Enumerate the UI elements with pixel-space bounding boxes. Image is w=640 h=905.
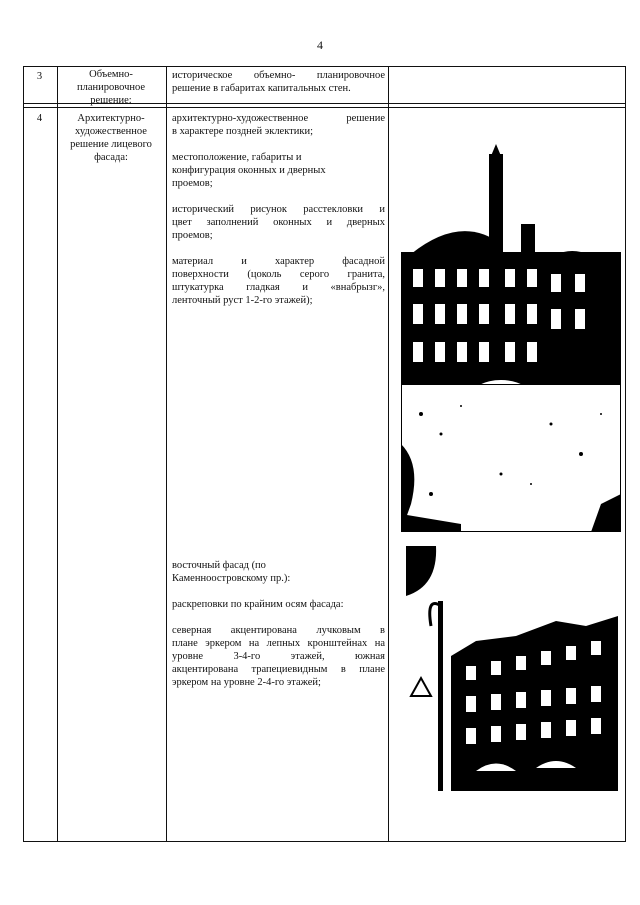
page-number: 4 xyxy=(317,38,323,52)
row-4-east-facade-items xyxy=(172,559,385,689)
facade-item: северная акцентирована лучковым в плане эркером на лепных кронштейнах на уровне 3-4-го этажей, южная акцентирована трапециевидным в плане эркером на уровне 2-4-го этажей; xyxy=(172,625,385,688)
facade-item: раскреповки по крайним осям фасада: xyxy=(172,599,344,610)
east-facade-photo xyxy=(406,546,618,791)
row-4-facade-items xyxy=(172,112,385,307)
row-4-number: 4 xyxy=(36,113,43,124)
row-3-name: Объемно- планировочное решение: xyxy=(76,69,146,106)
facade-item: исторический рисунок расстекловки и цвет заполнений оконных и дверных проемов; xyxy=(172,204,385,241)
attributes-table xyxy=(23,66,626,842)
facade-item: архитектурно-художественное решение в характере поздней эклектики; xyxy=(172,113,385,137)
row-3-number: 3 xyxy=(36,71,43,82)
facade-item: восточный фасад (по Каменноостровскому пр.): xyxy=(172,560,291,584)
facade-item: материал и характер фасадной поверхности (цоколь серого гранита, штукатурка гладкая и «внабрызг», ленточный руст 1-2-го этажей); xyxy=(172,256,385,306)
facade-detail-photo xyxy=(401,384,621,532)
row-3-description: историческое объемно- планировочное решение в габаритах капитальных стен. xyxy=(172,70,385,94)
facade-item: местоположение, габариты и конфигурация оконных и дверных проемов; xyxy=(172,152,326,189)
row-4-name: Архитектурно- художественное решение лицевого фасада: xyxy=(70,113,152,163)
